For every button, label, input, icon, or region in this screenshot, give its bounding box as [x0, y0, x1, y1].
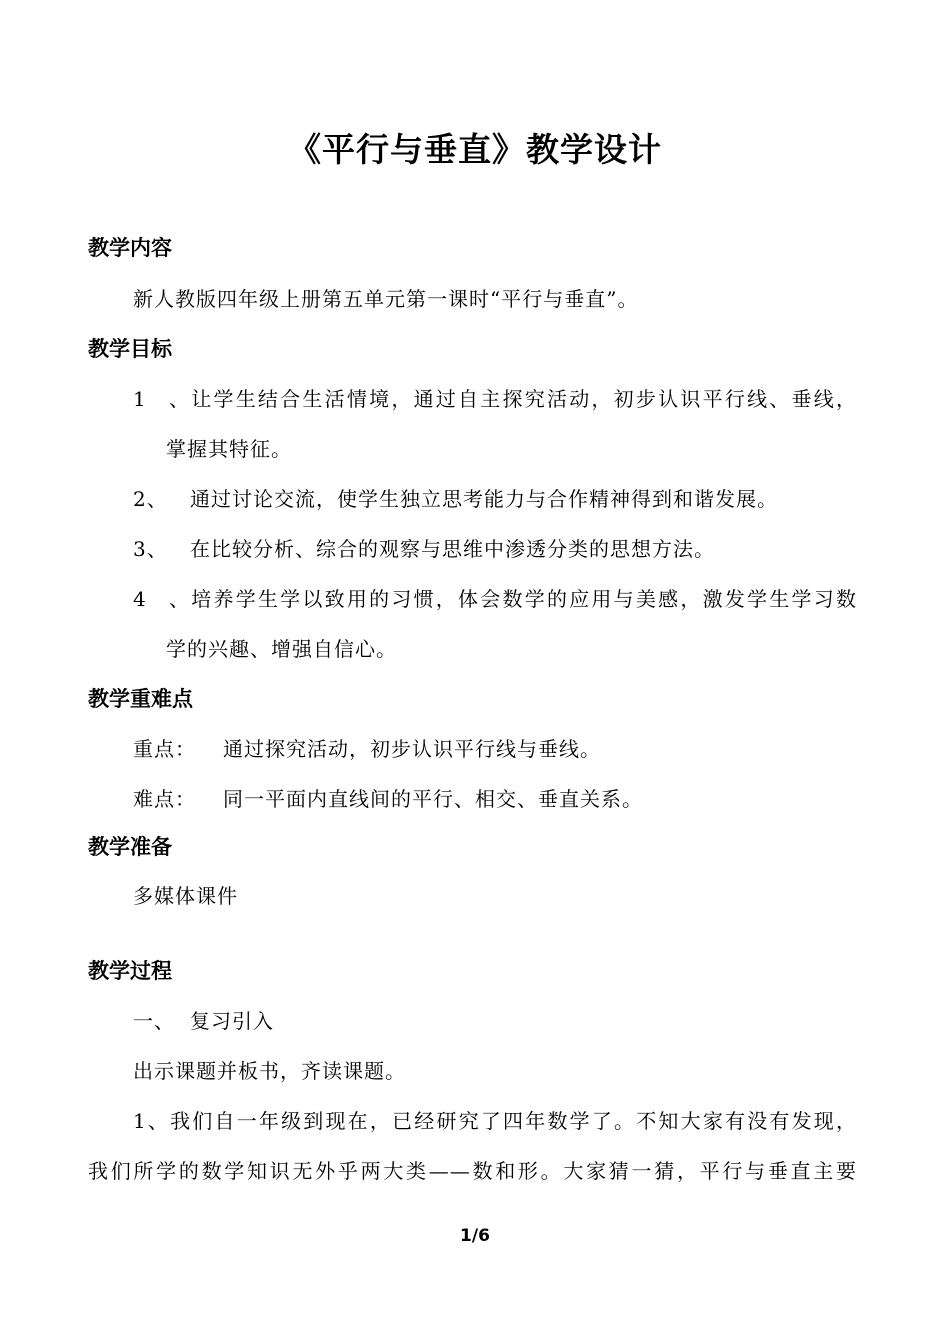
objective-item-1 [133, 385, 857, 413]
page-total: 6 [478, 1226, 490, 1246]
step-title: 复习引入 [190, 1009, 274, 1033]
objective-number: 3、 [133, 537, 168, 561]
key-point [133, 735, 601, 763]
process-paragraph-line1: 1、我们自一年级到现在，已经研究了四年数学了。不知大家有没有发现， [133, 1109, 857, 1133]
difficulty-point [133, 785, 643, 813]
heading-preparation: 教学准备 [88, 835, 172, 859]
process-step-1 [133, 1007, 274, 1035]
objective-item-3 [133, 535, 715, 563]
document-title: 《平行与垂直》教学设计 [288, 130, 662, 169]
page-number: 1/6 [460, 1226, 490, 1246]
objective-number: 2、 [133, 487, 168, 511]
objective-item-4-cont: 学的兴趣、增强自信心。 [166, 637, 397, 661]
objective-item-4 [133, 585, 857, 613]
content-text: 新人教版四年级上册第五单元第一课时“平行与垂直”。 [133, 287, 639, 311]
objective-number: 1、 [133, 387, 190, 411]
heading-process: 教学过程 [88, 959, 172, 983]
process-line: 出示课题并板书，齐读课题。 [133, 1059, 406, 1083]
difficulty-label: 难点： [133, 787, 196, 811]
heading-content: 教学内容 [88, 236, 172, 260]
difficulty-text: 同一平面内直线间的平行、相交、垂直关系。 [223, 787, 643, 811]
objective-text: 让学生结合生活情境，通过自主探究活动，初步认识平行线、垂线， [190, 387, 857, 411]
objective-text: 在比较分析、综合的观察与思维中渗透分类的思想方法。 [190, 537, 715, 561]
objective-number: 4、 [133, 587, 190, 611]
heading-key-points: 教学重难点 [88, 687, 193, 711]
key-point-text: 通过探究活动，初步认识平行线与垂线。 [223, 737, 601, 761]
objective-item-2 [133, 485, 778, 513]
objective-item-1-cont: 掌握其特征。 [166, 437, 292, 461]
objective-text: 通过讨论交流，使学生独立思考能力与合作精神得到和谐发展。 [190, 487, 778, 511]
step-number: 一、 [133, 1009, 175, 1033]
key-point-label: 重点： [133, 737, 196, 761]
heading-objectives: 教学目标 [88, 337, 172, 361]
process-paragraph-line2: 我们所学的数学知识无外乎两大类——数和形。大家猜一猜，平行与垂直主要 [88, 1159, 857, 1183]
preparation-text: 多媒体课件 [133, 884, 238, 908]
page-current: 1 [460, 1226, 472, 1246]
objective-text: 培养学生学以致用的习惯，体会数学的应用与美感，激发学生学习数 [190, 587, 857, 611]
